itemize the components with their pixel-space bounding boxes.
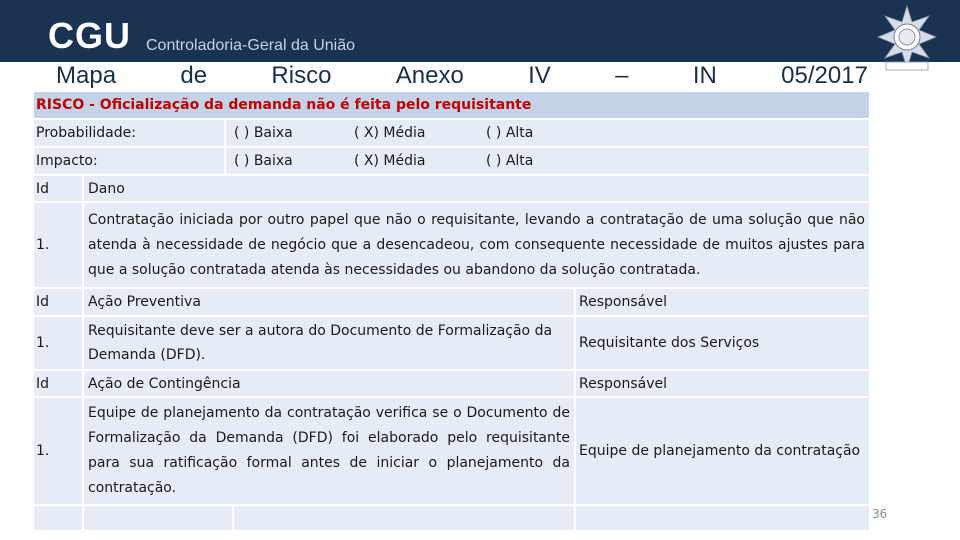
damage-header: Dano xyxy=(82,176,869,201)
risk-title: RISCO - Oficialização da demanda não é feita pelo requisitante xyxy=(36,97,532,113)
cgu-logo-subtitle: Controladoria-Geral da União xyxy=(146,37,355,54)
cgu-logo: CGU xyxy=(48,15,131,56)
damage-row xyxy=(34,203,869,287)
contingency-row xyxy=(34,398,869,504)
contingency-responsible-header: Responsável xyxy=(574,371,869,396)
page-number: 36 xyxy=(872,507,888,521)
preventive-header: Ação Preventiva xyxy=(82,289,574,315)
preventive-responsible: Requisitante dos Serviços xyxy=(574,317,869,369)
impact-label: Impacto: xyxy=(36,153,98,169)
probability-label: Probabilidade: xyxy=(36,125,136,141)
preventive-header-row xyxy=(34,289,869,315)
probability-high: ( ) Alta xyxy=(486,125,534,141)
damage-id: 1. xyxy=(36,237,50,253)
title-word: Risco xyxy=(271,62,332,89)
title-word: Anexo xyxy=(395,62,464,89)
preventive-id-header: Id xyxy=(36,294,50,310)
title-word: – xyxy=(615,62,629,89)
contingency-id-header: Id xyxy=(36,375,50,392)
impact-high: ( ) Alta xyxy=(486,153,534,169)
preventive-responsible-header: Responsável xyxy=(574,289,869,315)
probability-low: ( ) Baixa xyxy=(234,125,293,141)
title-word: 05/2017 xyxy=(781,62,868,89)
impact-low: ( ) Baixa xyxy=(234,153,293,169)
empty-row xyxy=(34,506,869,530)
title-word: IV xyxy=(528,62,551,89)
preventive-row xyxy=(34,317,869,369)
contingency-id: 1. xyxy=(36,443,50,459)
title-word: IN xyxy=(692,62,717,89)
title-word: Mapa xyxy=(56,62,117,89)
title-word: de xyxy=(180,62,208,89)
damage-header-row xyxy=(34,176,869,201)
contingency-header-row xyxy=(34,371,869,396)
probability-row xyxy=(34,120,869,146)
contingency-text: Equipe de planejamento da contratação verifica se o Documento de Formalização da Demanda (DFD) foi elaborado pelo requisitante para sua ratificação formal antes de iniciar o planejamento da contratação. xyxy=(82,398,574,504)
preventive-id: 1. xyxy=(36,335,50,351)
preventive-text: Requisitante deve ser a autora do Documento de Formalização da Demanda (DFD). xyxy=(82,317,574,369)
contingency-responsible: Equipe de planejamento da contratação xyxy=(574,398,869,504)
header-bar xyxy=(0,0,960,62)
coat-of-arms-icon xyxy=(874,4,940,74)
contingency-header: Ação de Contingência xyxy=(82,371,574,396)
damage-id-header: Id xyxy=(36,180,50,197)
damage-text: Contratação iniciada por outro papel que não o requisitante, levando a contratação de uma solução que não atenda à necessidade de negócio que a desencadeou, com consequente necessidade de muitos ajustes para que a solução contratada atenda às necessidades ou abandono da solução contratada. xyxy=(82,203,869,287)
impact-medium: ( X) Média xyxy=(354,153,426,169)
probability-medium: ( X) Média xyxy=(354,125,426,141)
page-title xyxy=(36,62,868,90)
impact-row xyxy=(34,148,869,174)
risk-title-row xyxy=(34,92,869,118)
